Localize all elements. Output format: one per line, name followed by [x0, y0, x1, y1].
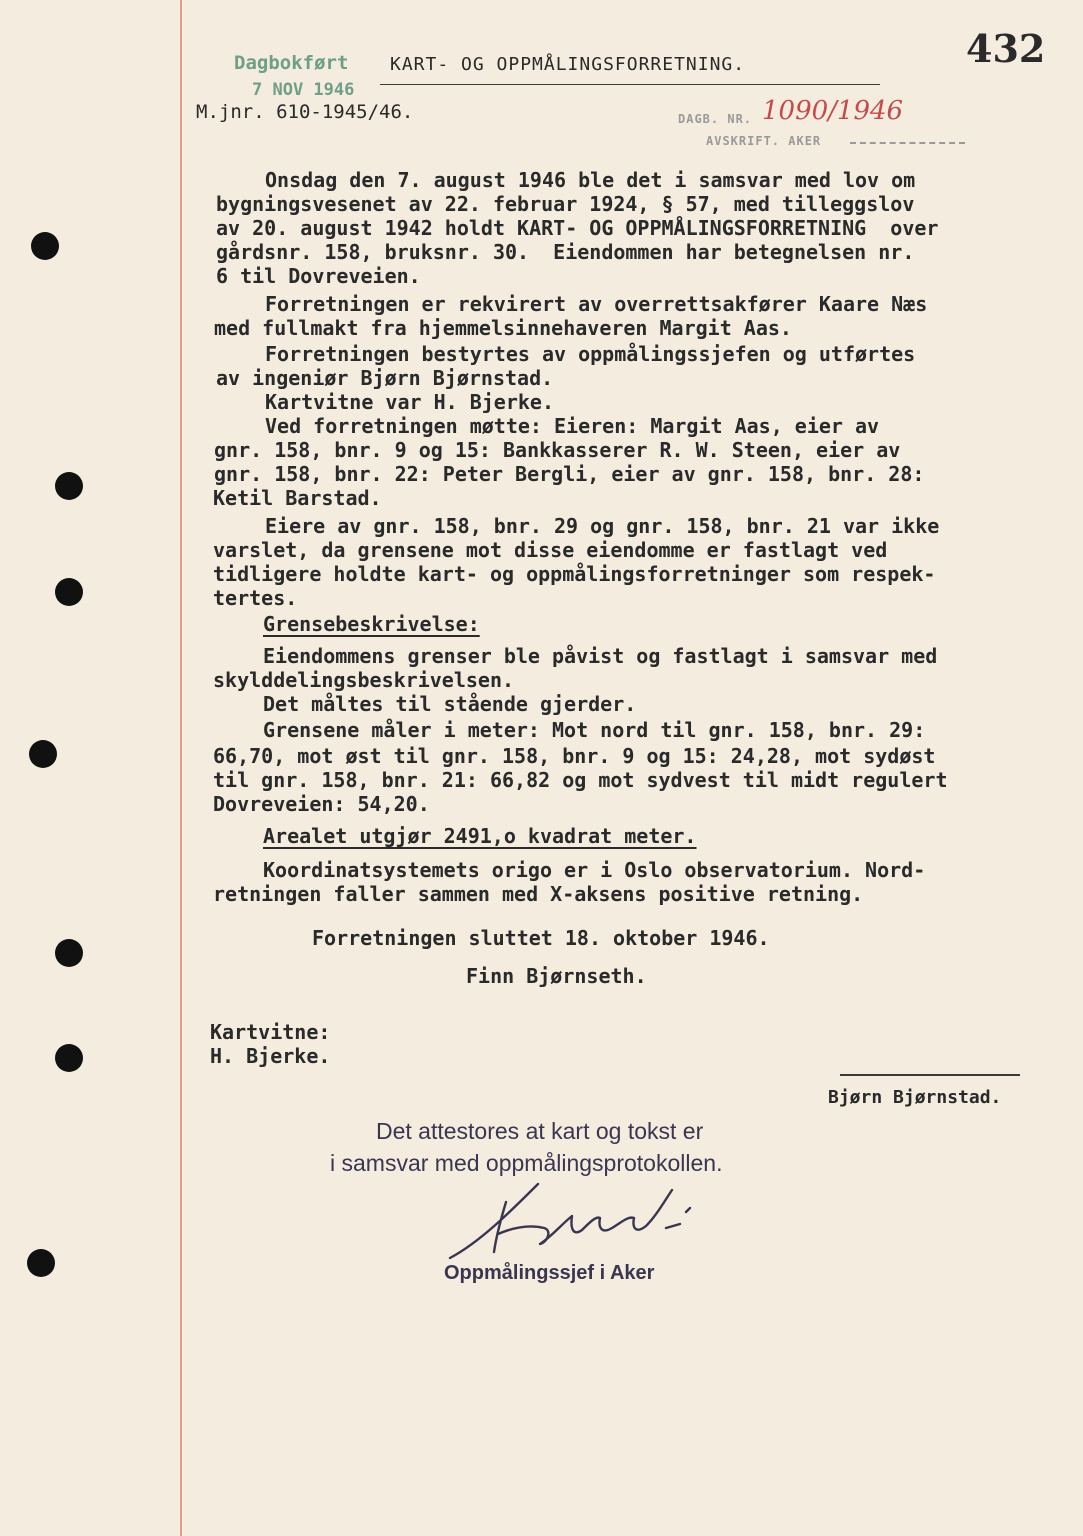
body-line: Grensene måler i meter: Mot nord til gnr. 158, bnr. 29:: [263, 718, 926, 742]
closing-date: Forretningen sluttet 18. oktober 1946.: [312, 926, 770, 950]
attestation-line-1: Det attestores at kart og tokst er: [376, 1118, 704, 1144]
body-line: tidligere holdte kart- og oppmålingsforretninger som respek-: [213, 562, 936, 586]
handwritten-signature: [440, 1172, 720, 1272]
signature-line: [840, 1074, 1020, 1076]
date-stamp: 7 NOV 1946: [252, 80, 355, 100]
body-line: Eiere av gnr. 158, bnr. 29 og gnr. 158, bnr. 21 var ikke: [265, 514, 940, 538]
document-title: KART- OG OPPMÅLINGSFORRETNING.: [390, 54, 746, 75]
body-line: gårdsnr. 158, bruksnr. 30. Eiendommen har betegnelsen nr.: [216, 240, 915, 264]
margin-line: [180, 0, 182, 1536]
body-line: 6 til Dovreveien.: [216, 264, 421, 288]
body-line: Forretningen bestyrtes av oppmålingssjefen og utførtes: [265, 342, 916, 366]
body-line: Koordinatsystemets origo er i Oslo observatorium. Nord-: [263, 858, 926, 882]
chief-surveyor-stamp: Oppmålingssjef i Aker: [444, 1262, 655, 1284]
body-line: tertes.: [213, 586, 298, 610]
section-heading: Grensebeskrivelse:: [263, 612, 480, 636]
body-line: Dovreveien: 54,20.: [213, 792, 430, 816]
body-line: Ketil Barstad.: [213, 486, 382, 510]
signatory-name: Finn Bjørnseth.: [466, 964, 647, 988]
dagbokfort-stamp: Dagbokført: [234, 52, 349, 74]
body-line: retningen faller sammen med X-aksens positive retning.: [213, 882, 864, 906]
area-statement: Arealet utgjør 2491,o kvadrat meter.: [263, 824, 697, 848]
body-line: gnr. 158, bnr. 9 og 15: Bankkasserer R. W. Steen, eier av: [214, 438, 901, 462]
dagb-number: 1090/1946: [762, 96, 904, 126]
body-line: Onsdag den 7. august 1946 ble det i samsvar med lov om: [265, 168, 916, 192]
body-line: 66,70, mot øst til gnr. 158, bnr. 9 og 15: 24,28, mot sydøst: [213, 744, 936, 768]
avskrift-dashes: [850, 142, 965, 144]
punch-hole: [31, 232, 59, 260]
body-line: Det måltes til stående gjerder.: [263, 692, 637, 716]
avskrift-label: AVSKRIFT. AKER: [706, 134, 822, 148]
punch-hole: [55, 578, 83, 606]
punch-hole: [55, 1044, 83, 1072]
punch-hole: [55, 472, 83, 500]
engineer-signature: Bjørn Bjørnstad.: [828, 1087, 1002, 1108]
body-line: varslet, da grensene mot disse eiendomme er fastlagt ved: [213, 538, 888, 562]
body-line: skylddelingsbeskrivelsen.: [213, 668, 515, 692]
witness-name: H. Bjerke.: [210, 1044, 331, 1068]
title-underline: [380, 84, 880, 85]
punch-hole: [27, 1249, 55, 1277]
body-line: Ved forretningen møtte: Eieren: Margit Aas, eier av: [265, 414, 880, 438]
dagb-label: DAGB. NR.: [678, 112, 753, 126]
body-line: med fullmakt fra hjemmelsinnehaveren Margit Aas.: [214, 316, 792, 340]
body-line: av ingeniør Bjørn Bjørnstad.: [216, 366, 554, 390]
body-line: Forretningen er rekvirert av overrettsakfører Kaare Næs: [265, 292, 928, 316]
body-line: bygningsvesenet av 22. februar 1924, § 57, med tilleggslov: [216, 192, 915, 216]
punch-hole: [55, 939, 83, 967]
attestation-line-2: i samsvar med oppmålingsprotokollen.: [330, 1150, 723, 1176]
body-line: til gnr. 158, bnr. 21: 66,82 og mot sydvest til midt regulert: [213, 768, 948, 792]
page-number: 432: [966, 26, 1046, 71]
punch-hole: [29, 740, 57, 768]
journal-reference: M.jnr. 610-1945/46.: [196, 101, 414, 123]
body-line: Eiendommens grenser ble påvist og fastlagt i samsvar med: [263, 644, 938, 668]
body-line: gnr. 158, bnr. 22: Peter Bergli, eier av gnr. 158, bnr. 28:: [214, 462, 925, 486]
body-line: av 20. august 1942 holdt KART- OG OPPMÅLINGSFORRETNING over: [216, 216, 939, 240]
witness-label: Kartvitne:: [210, 1020, 331, 1044]
body-line: Kartvitne var H. Bjerke.: [265, 390, 554, 414]
